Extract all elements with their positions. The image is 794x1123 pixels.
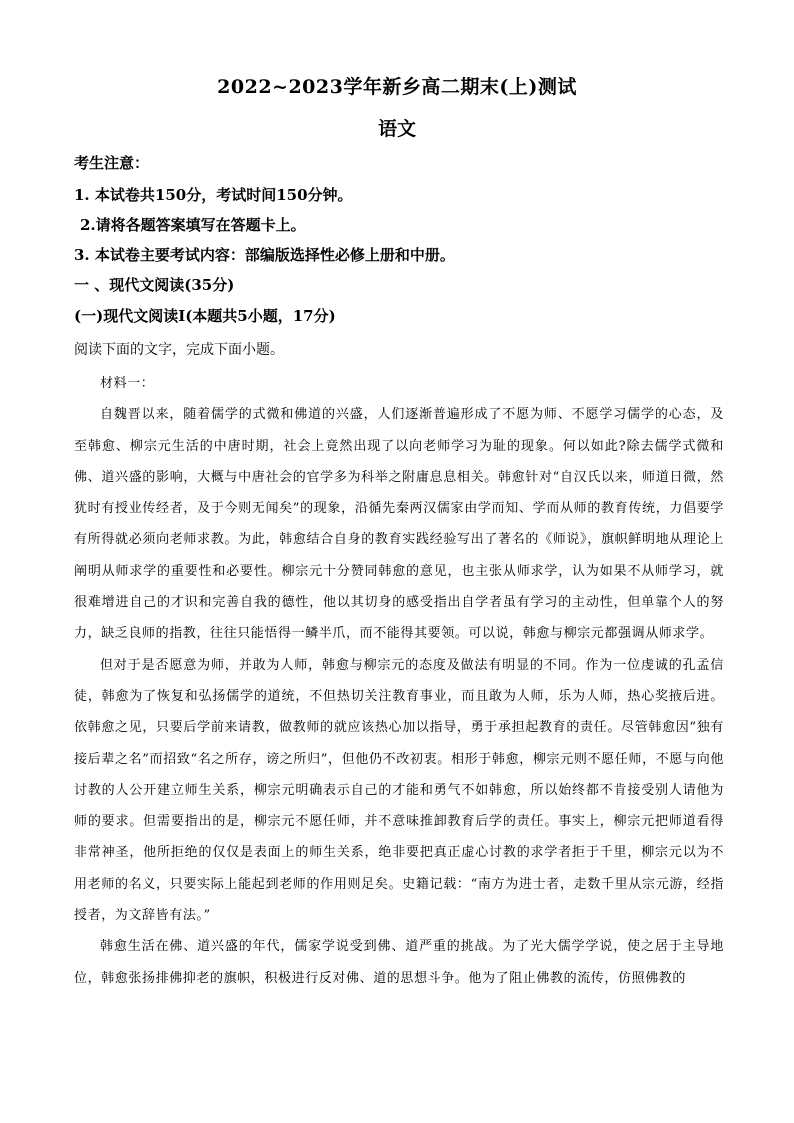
section-heading: 一 、现代文阅读(35分) bbox=[74, 276, 235, 294]
notice-item-2: 2.请将各题答案填写在答题卡上。 bbox=[80, 216, 306, 234]
passage-paragraph-3: 韩愈生活在佛、道兴盛的年代，儒家学说受到佛、道严重的挑战。为了光大儒学学说，使之居于主导地位，韩愈张扬排佛抑老的旗帜，积极进行反对佛、道的思想斗争。他为了阻止佛教的流传，仿照佛教的 bbox=[74, 939, 724, 986]
notice-item-1: 1. 本试卷共150分，考试时间150分钟。 bbox=[74, 186, 353, 204]
instruction-text: 阅读下面的文字，完成下面小题。 bbox=[74, 342, 284, 358]
subject-title: 语文 bbox=[377, 118, 416, 140]
exam-title: 2022~2023学年新乡高二期末(上)测试 bbox=[217, 76, 577, 98]
passage-paragraph-1: 自魏晋以来，随着儒学的式微和佛道的兴盛，人们逐渐普遍形成了不愿为师、不愿学习儒学的心态，及至韩愈、柳宗元生活的中唐时期，社会上竟然出现了以向老师学习为耻的现象。何以如此?除去儒学式微和佛、道兴盛的影响，大概与中唐社会的官学多为科举之附庸息息相关。韩愈针对“自汉氏以来，师道日微，然犹时有授业传经者，及于今则无闻矣”的现象，沿循先秦两汉儒家由学而知、学而从师的教育传统，力倡要学有所得就必须向老师求教。为此，韩愈结合自身的教育实践经验写出了著名的《师说》，旗帜鲜明地从理论上阐明从师求学的重要性和必要性。柳宗元十分赞同韩愈的意见，也主张从师求学，认为如果不从师学习，就很难增进自己的才识和完善自我的德性，他以其切身的感受指出自学者虽有学习的主动性，但单靠个人的努力，缺乏良师的指教，往往只能悟得一鳞半爪，而不能得其要领。可以说，韩愈与柳宗元都强调从师求学。 bbox=[74, 407, 724, 642]
notice-heading: 考生注意： bbox=[74, 154, 150, 172]
notice-item-3: 3. 本试卷主要考试内容：部编版选择性必修上册和中册。 bbox=[74, 246, 455, 264]
material-label: 材料一： bbox=[100, 376, 155, 391]
section-subheading: (一)现代文阅读Ⅰ(本题共5小题，17分) bbox=[74, 307, 336, 325]
reading-passage bbox=[74, 368, 724, 994]
passage-paragraph-2: 但对于是否愿意为师，并敢为人师，韩愈与柳宗元的态度及做法有明显的不同。作为一位虔诚的孔孟信徒，韩愈为了恢复和弘扬儒学的道统，不但热切关注教育事业，而且敢为人师，乐为人师，热心奖掖后进。依韩愈之见，只要后学前来请教，做教师的就应该热心加以指导，勇于承担起教育的责任。尽管韩愈因“独有接后辈之名”而招致“名之所存，谤之所归”，但他仍不改初衷。相形于韩愈，柳宗元则不愿任师，不愿与向他讨教的人公开建立师生关系，柳宗元明确表示自己的才能和勇气不如韩愈，所以始终都不肯接受别人请他为师的要求。但需要指出的是，柳宗元不愿任师，并不意味推卸教育后学的责任。事实上，柳宗元把师道看得非常神圣，他所拒绝的仅仅是表面上的师生关系，绝非要把真正虚心讨教的求学者拒于千里，柳宗元以为不用老师的名义，只要实际上能起到老师的作用则足矣。史籍记载：“南方为进士者，走数千里从宗元游，经指授者，为文辞皆有法。” bbox=[74, 657, 724, 924]
